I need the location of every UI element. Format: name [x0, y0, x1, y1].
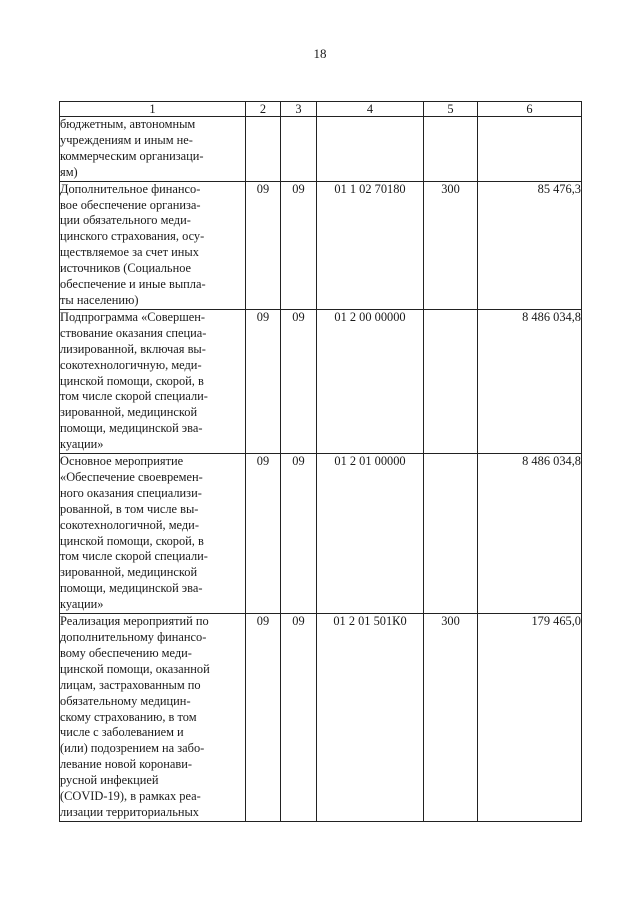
- row-name-line: ного оказания специализи-: [60, 485, 202, 500]
- row-name-line: ществляемое за счет иных: [60, 245, 199, 260]
- table-row: [60, 454, 582, 614]
- subsection-cell: 09: [281, 309, 317, 453]
- row-name-line: лизации территориальных: [60, 804, 200, 819]
- column-header: 2: [246, 102, 281, 117]
- row-name-line: лицам, застрахованным по: [60, 677, 201, 692]
- row-name-line: рованной, в том числе вы-: [60, 501, 199, 516]
- amount-cell: 179 465,0: [478, 614, 582, 822]
- row-name-line: обязательному медицин-: [60, 693, 191, 708]
- row-name-line: скому страхованию, в том: [60, 709, 197, 724]
- budget-table: [59, 101, 582, 822]
- row-name-cell: [60, 614, 246, 822]
- subsection-cell: 09: [281, 181, 317, 309]
- expense-type-cell: [424, 309, 478, 453]
- target-code-cell: 01 2 00 00000: [317, 309, 424, 453]
- row-name-line: том числе скорой специали-: [60, 549, 208, 564]
- row-name-line: ствование оказания специа-: [60, 325, 207, 340]
- column-header: 5: [424, 102, 478, 117]
- subsection-cell: 09: [281, 614, 317, 822]
- row-name-line: том числе скорой специали-: [60, 389, 208, 404]
- row-name-line: числе с заболеванием и: [60, 725, 184, 740]
- subsection-cell: 09: [281, 454, 317, 614]
- row-name-line: коммерческим организаци-: [60, 148, 204, 163]
- column-header: 1: [60, 102, 246, 117]
- row-name-line: вое обеспечение организа-: [60, 197, 201, 212]
- expense-type-cell: 300: [424, 614, 478, 822]
- page-number: 18: [313, 46, 327, 61]
- target-code-cell: 01 2 01 501К0: [317, 614, 424, 822]
- row-name-line: цинской помощи, скорой, в: [60, 373, 204, 388]
- row-name-line: обеспечение и иные выпла-: [60, 277, 206, 292]
- target-code-cell: [317, 117, 424, 182]
- row-name-line: русной инфекцией: [60, 773, 159, 788]
- table-row: [60, 181, 582, 309]
- amount-cell: 8 486 034,8: [478, 454, 582, 614]
- row-name-line: ям): [60, 164, 78, 179]
- row-name-line: сокотехнологичную, меди-: [60, 357, 202, 372]
- expense-type-cell: 300: [424, 181, 478, 309]
- row-name-line: зированной, медицинской: [60, 565, 198, 580]
- row-name-line: Реализация мероприятий по: [60, 614, 209, 629]
- section-cell: 09: [246, 454, 281, 614]
- row-name-line: лизированной, включая вы-: [60, 341, 206, 356]
- expense-type-cell: [424, 117, 478, 182]
- amount-cell: [478, 117, 582, 182]
- row-name-line: ции обязательного меди-: [60, 213, 191, 228]
- table-header-row: [60, 102, 582, 117]
- section-cell: 09: [246, 181, 281, 309]
- row-name-line: источников (Социальное: [60, 261, 192, 276]
- row-name-line: бюджетным, автономным: [60, 117, 196, 131]
- column-header: 6: [478, 102, 582, 117]
- table-row: [60, 117, 582, 182]
- column-header: 4: [317, 102, 424, 117]
- row-name-line: учреждениям и иным не-: [60, 132, 193, 147]
- target-code-cell: 01 2 01 00000: [317, 454, 424, 614]
- section-cell: [246, 117, 281, 182]
- row-name-line: цинского страхования, осу-: [60, 229, 205, 244]
- subsection-cell: [281, 117, 317, 182]
- amount-cell: 85 476,3: [478, 181, 582, 309]
- row-name-line: цинской помощи, скорой, в: [60, 533, 204, 548]
- row-name-cell: [60, 309, 246, 453]
- column-header: 3: [281, 102, 317, 117]
- target-code-cell: 01 1 02 70180: [317, 181, 424, 309]
- section-cell: 09: [246, 309, 281, 453]
- section-cell: 09: [246, 614, 281, 822]
- row-name-line: сокотехнологичной, меди-: [60, 517, 199, 532]
- row-name-line: вому обеспечению меди-: [60, 645, 192, 660]
- table-row: [60, 614, 582, 822]
- row-name-line: дополнительному финансо-: [60, 630, 207, 644]
- row-name-line: левание новой коронави-: [60, 757, 192, 772]
- row-name-line: (или) подозрением на забо-: [60, 741, 205, 756]
- row-name-line: зированной, медицинской: [60, 405, 198, 420]
- row-name-line: цинской помощи, оказанной: [60, 661, 210, 676]
- row-name-line: Подпрограмма «Совершен-: [60, 309, 206, 324]
- expense-type-cell: [424, 454, 478, 614]
- row-name-cell: [60, 181, 246, 309]
- row-name-line: ты населению): [60, 292, 139, 307]
- row-name-line: помощи, медицинской эва-: [60, 581, 203, 596]
- row-name-line: Основное мероприятие: [60, 454, 184, 469]
- row-name-line: «Обеспечение своевремен-: [60, 469, 203, 484]
- row-name-cell: [60, 454, 246, 614]
- row-name-line: помощи, медицинской эва-: [60, 421, 203, 436]
- row-name-line: Дополнительное финансо-: [60, 181, 201, 196]
- row-name-cell: [60, 117, 246, 182]
- row-name-line: куации»: [60, 437, 104, 452]
- row-name-line: (COVID-19), в рамках реа-: [60, 789, 201, 804]
- row-name-line: куации»: [60, 597, 104, 612]
- table-row: [60, 309, 582, 453]
- amount-cell: 8 486 034,8: [478, 309, 582, 453]
